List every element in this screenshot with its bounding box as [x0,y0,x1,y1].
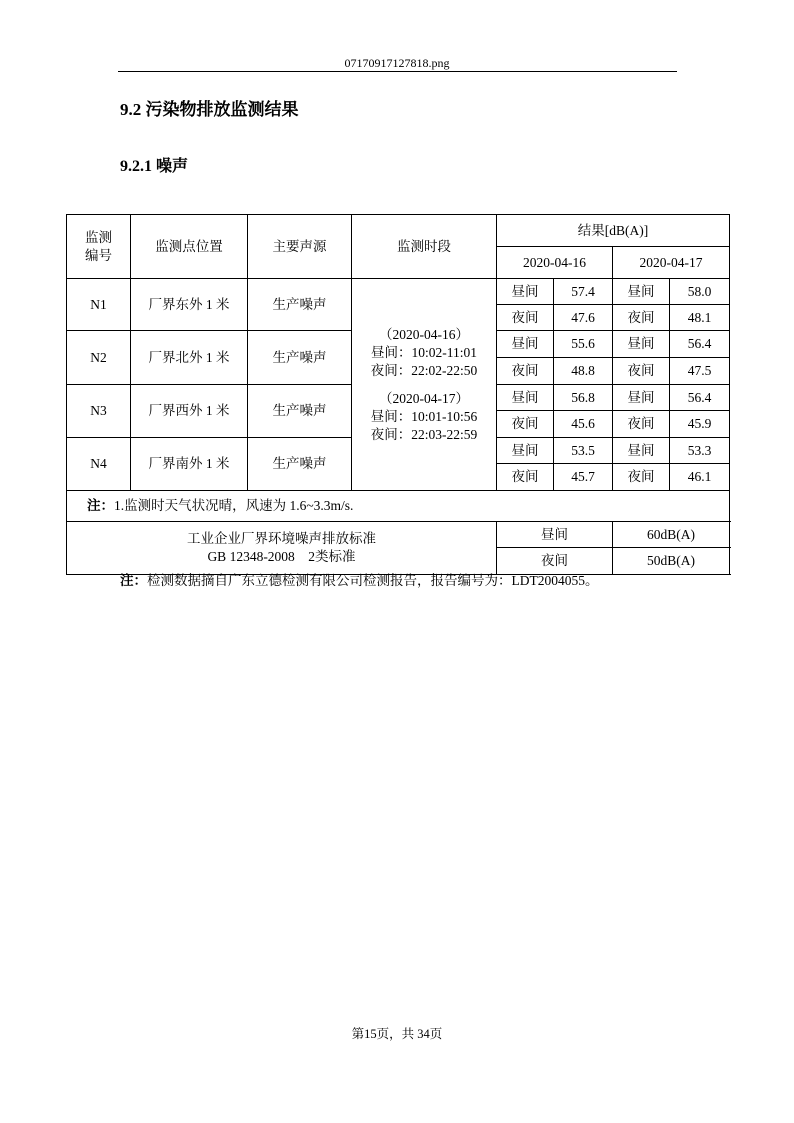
subsection-heading: 9.2.1 噪声 [120,158,189,175]
table-note [67,491,730,522]
time-date-1: （2020-04-16） [379,326,469,342]
day-label: 昼间 [613,331,670,358]
value-d2-day: 56.4 [670,331,730,358]
row-id: N4 [67,438,131,491]
header-id: 监测编号 [67,215,131,279]
row-id: N1 [67,279,131,331]
noise-monitoring-table [66,214,730,575]
source-footnote [120,572,599,590]
page-number: 第15页，共 34页 [351,1027,443,1041]
value-d1-day: 57.4 [554,279,613,305]
standard-night-label: 夜间 [497,548,613,575]
standard-night-value: 50dB(A) [613,548,730,575]
value-d1-day: 53.5 [554,438,613,464]
row-source: 生产噪声 [248,279,352,331]
value-d2-night: 47.5 [670,358,730,385]
row-location: 厂界西外 1 米 [131,385,248,438]
standard-day-label: 昼间 [497,522,613,548]
value-d2-night: 48.1 [670,305,730,331]
header-source: 主要声源 [248,215,352,279]
night-label: 夜间 [613,358,670,385]
row-location: 厂界东外 1 米 [131,279,248,331]
day-label: 昼间 [497,438,554,464]
section-heading: 9.2 污染物排放监测结果 [120,100,299,119]
value-d2-night: 45.9 [670,411,730,438]
table-note-text: 1.监测时天气状况晴，风速为 1.6~3.3m/s. [114,498,354,513]
night-label: 夜间 [497,464,554,491]
value-d1-night: 48.8 [554,358,613,385]
night-label: 夜间 [497,358,554,385]
header-location: 监测点位置 [131,215,248,279]
footnote-label: 注： [120,573,147,588]
header-date-2: 2020-04-17 [613,247,730,279]
row-source: 生产噪声 [248,385,352,438]
standard-name [67,522,497,575]
value-d1-day: 56.8 [554,385,613,411]
night-label: 夜间 [497,305,554,331]
row-id: N2 [67,331,131,385]
row-id: N3 [67,385,131,438]
day-label: 昼间 [613,279,670,305]
time-date-1-night: 夜间：22:02-22:50 [370,362,478,378]
value-d1-night: 45.6 [554,411,613,438]
time-date-1-day: 昼间：10:02-11:01 [371,344,477,360]
value-d1-night: 47.6 [554,305,613,331]
day-label: 昼间 [497,279,554,305]
time-date-2: （2020-04-17） [379,390,469,406]
value-d2-day: 58.0 [670,279,730,305]
night-label: 夜间 [613,411,670,438]
time-date-2-day: 昼间：10:01-10:56 [370,408,478,424]
standard-name-line-2: GB 12348-2008 2类标准 [207,549,356,564]
value-d1-night: 45.7 [554,464,613,491]
night-label: 夜间 [497,411,554,438]
day-label: 昼间 [497,331,554,358]
day-label: 昼间 [613,438,670,464]
row-location: 厂界北外 1 米 [131,331,248,385]
day-label: 昼间 [613,385,670,411]
table-note-label: 注： [87,498,114,513]
standard-day-value: 60dB(A) [613,522,730,548]
monitoring-time-cell [352,279,497,491]
value-d2-day: 53.3 [670,438,730,464]
footnote-text: 检测数据摘自广东立德检测有限公司检测报告，报告编号为：LDT2004055。 [147,573,599,588]
row-source: 生产噪声 [248,438,352,491]
day-label: 昼间 [497,385,554,411]
header-date-1: 2020-04-16 [497,247,613,279]
row-source: 生产噪声 [248,331,352,385]
header-result: 结果[dB(A)] [497,215,730,247]
row-location: 厂界南外 1 米 [131,438,248,491]
value-d2-day: 56.4 [670,385,730,411]
header-period: 监测时段 [352,215,497,279]
standard-name-line-1: 工业企业厂界环境噪声排放标准 [187,531,376,546]
night-label: 夜间 [613,464,670,491]
value-d1-day: 55.6 [554,331,613,358]
header-rule [118,71,677,72]
value-d2-night: 46.1 [670,464,730,491]
time-date-2-night: 夜间：22:03-22:59 [370,426,478,442]
night-label: 夜间 [613,305,670,331]
page-header-filename: 07170917127818.png [344,56,450,70]
